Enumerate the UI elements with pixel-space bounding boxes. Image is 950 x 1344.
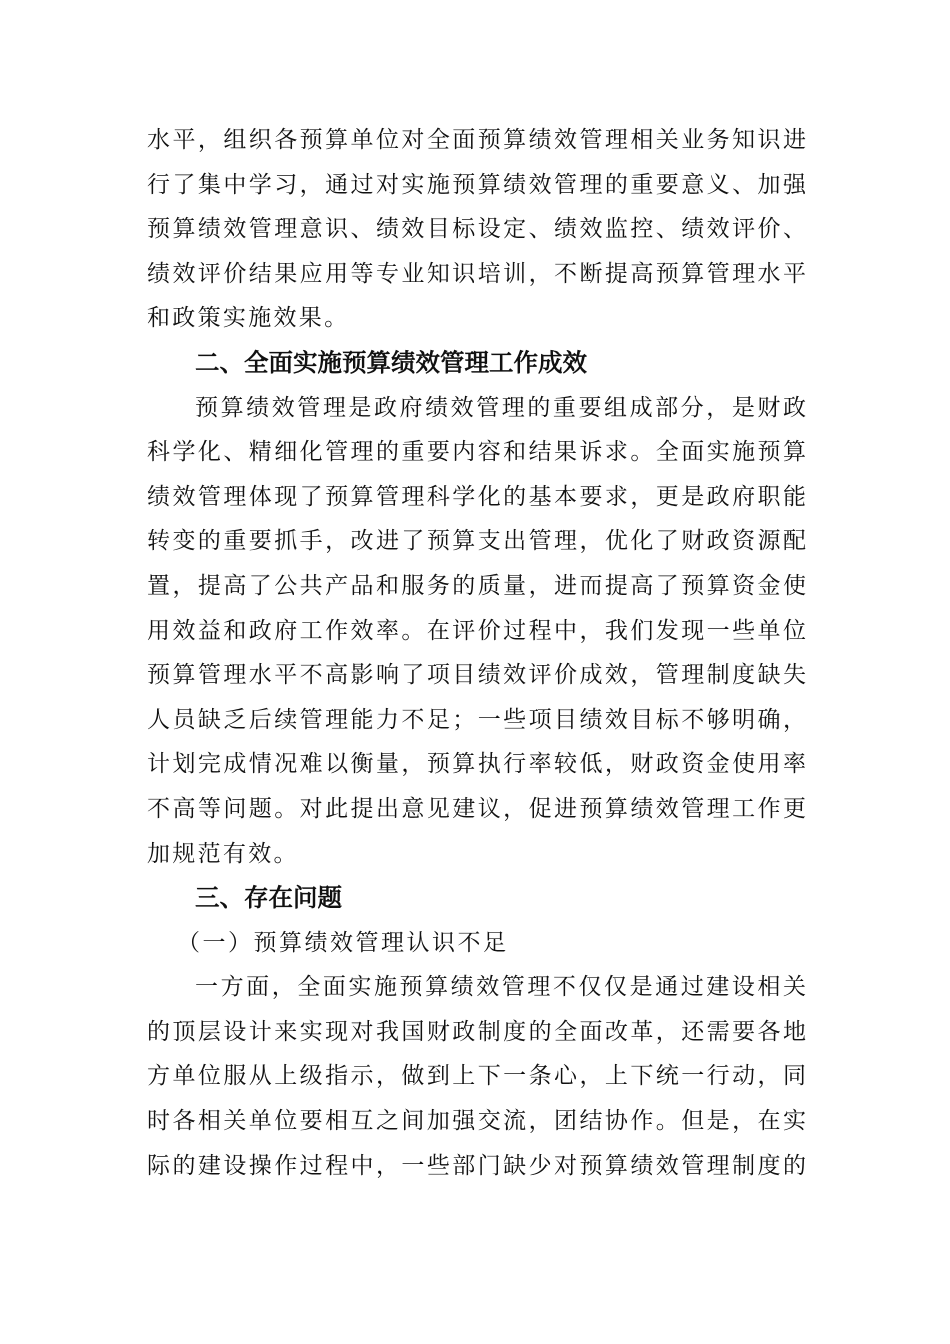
paragraph-line: 一方面，全面实施预算绩效管理不仅仅是通过建设相关 [195,974,807,1001]
section-heading: 二、全面实施预算绩效管理工作成效 [195,347,587,377]
paragraph-line: 预算绩效管理是政府绩效管理的重要组成部分，是财政 [195,394,807,421]
subsection-heading: （一）预算绩效管理认识不足 [177,929,509,956]
paragraph-line: 的顶层设计来实现对我国财政制度的全面改革，还需要各地 [147,1018,807,1045]
paragraph-line: 绩效评价结果应用等专业知识培训，不断提高预算管理水平 [147,260,807,287]
paragraph-line: 水平，组织各预算单位对全面预算绩效管理相关业务知识进 [147,127,807,153]
document-body [147,118,807,1188]
paragraph-line: 行了集中学习，通过对实施预算绩效管理的重要意义、加强 [147,171,807,198]
paragraph-line: 加规范有效。 [147,840,299,867]
paragraph-line: 不高等问题。对此提出意见建议，促进预算绩效管理工作更 [147,795,807,822]
paragraph-line: 科学化、精细化管理的重要内容和结果诉求。全面实施预算 [147,439,807,466]
paragraph-line: 计划完成情况难以衡量，预算执行率较低，财政资金使用率 [147,751,807,778]
paragraph-line: 用效益和政府工作效率。在评价过程中，我们发现一些单位 [147,617,807,644]
paragraph-line: 转变的重要抓手，改进了预算支出管理，优化了财政资源配 [147,528,807,555]
paragraph-line: 际的建设操作过程中，一些部门缺少对预算绩效管理制度的 [147,1152,807,1179]
paragraph-line: 方单位服从上级指示，做到上下一条心，上下统一行动，同 [147,1063,807,1090]
paragraph-line: 置，提高了公共产品和服务的质量，进而提高了预算资金使 [147,572,807,599]
paragraph-line: 预算管理水平不高影响了项目绩效评价成效，管理制度缺失 [147,662,807,689]
paragraph-line: 时各相关单位要相互之间加强交流，团结协作。但是，在实 [147,1108,807,1135]
paragraph-line: 绩效管理体现了预算管理科学化的基本要求，更是政府职能 [147,483,807,510]
paragraph-line: 人员缺乏后续管理能力不足；一些项目绩效目标不够明确， [147,706,807,733]
section-heading: 三、存在问题 [195,883,342,913]
paragraph-line: 预算绩效管理意识、绩效目标设定、绩效监控、绩效评价、 [147,216,807,243]
paragraph-line: 和政策实施效果。 [147,305,350,332]
